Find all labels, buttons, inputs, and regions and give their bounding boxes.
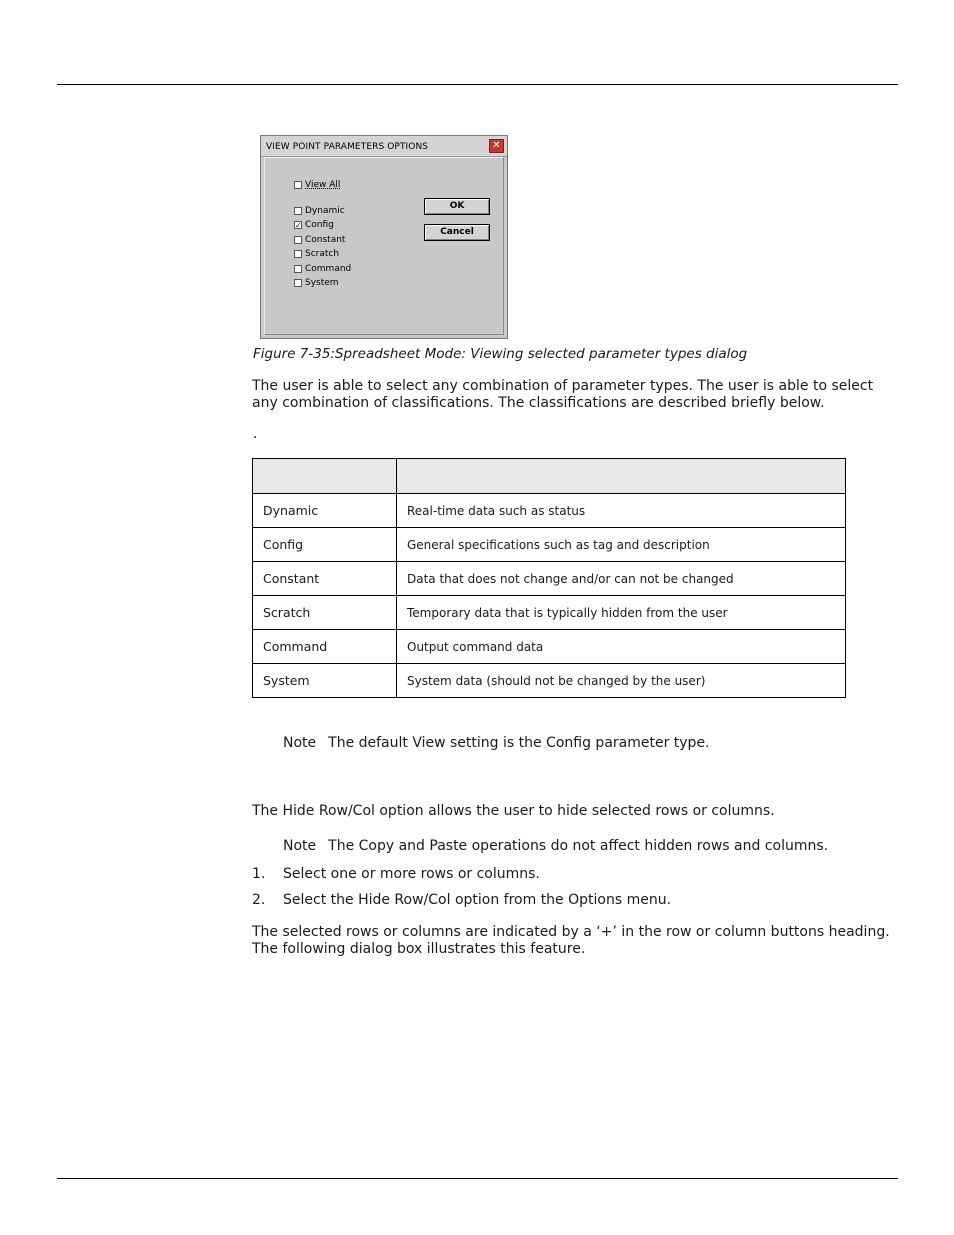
dialog-title: VIEW POINT PARAMETERS OPTIONS <box>266 142 429 152</box>
checkbox-label: Scratch <box>305 248 340 259</box>
table-row <box>253 528 846 562</box>
step-text: Select one or more rows or columns. <box>283 866 540 882</box>
table-cell-type: Dynamic <box>253 494 397 528</box>
step-number: 1. <box>252 866 266 882</box>
table-cell-type: Command <box>253 630 397 664</box>
table-row <box>253 630 846 664</box>
checkbox-scratch[interactable] <box>294 248 339 259</box>
figure-caption: Figure 7-35:Spreadsheet Mode: Viewing selected parameter types dialog <box>253 346 748 362</box>
parameter-types-table <box>252 458 846 698</box>
step-text: Select the Hide Row/Col option from the Options menu. <box>283 892 672 908</box>
view-all-checkbox[interactable] <box>294 179 340 190</box>
checkbox-constant[interactable] <box>294 234 345 245</box>
ok-button[interactable]: OK <box>424 198 490 215</box>
checkbox-box[interactable] <box>294 181 302 189</box>
table-cell-type: Scratch <box>253 596 397 630</box>
checkbox-label: View All <box>305 179 341 190</box>
table-row <box>253 664 846 698</box>
table-cell-description: Output command data <box>397 630 846 664</box>
footer-rule <box>57 1178 898 1179</box>
table-cell-type: System <box>253 664 397 698</box>
cancel-button[interactable]: Cancel <box>424 224 490 241</box>
table-header-cell <box>397 459 846 494</box>
checkbox-label: Dynamic <box>305 205 345 216</box>
checkbox-box[interactable] <box>294 250 302 258</box>
step-1 <box>252 866 540 882</box>
intro-paragraph: The user is able to select any combination of parameter types. The user is able to select any combination of classifications. The classifications are described briefly below. <box>252 378 874 411</box>
table-cell-description: General specifications such as tag and description <box>397 528 846 562</box>
note-text: The default View setting is the Config parameter type. <box>328 735 710 751</box>
closing-paragraph: The selected rows or columns are indicated by a ‘+’ in the row or column buttons heading. The following dialog box illustrates this feature. <box>252 924 890 957</box>
table-row <box>253 562 846 596</box>
checkbox-label: Command <box>305 263 352 274</box>
hide-rowcol-paragraph: The Hide Row/Col option allows the user to hide selected rows or columns. <box>252 803 775 819</box>
table-row <box>253 494 846 528</box>
table-cell-description: Real-time data such as status <box>397 494 846 528</box>
table-cell-type: Constant <box>253 562 397 596</box>
table-header-row <box>253 459 846 494</box>
table-header-cell <box>253 459 397 494</box>
table-cell-description: System data (should not be changed by the user) <box>397 664 846 698</box>
note-copy-paste <box>283 838 828 854</box>
stray-period: . <box>253 426 258 442</box>
table-cell-description: Temporary data that is typically hidden from the user <box>397 596 846 630</box>
table-cell-type: Config <box>253 528 397 562</box>
note-default-view <box>283 735 710 751</box>
step-number: 2. <box>252 892 266 908</box>
checkbox-box[interactable] <box>294 207 302 215</box>
note-text: The Copy and Paste operations do not affect hidden rows and columns. <box>328 838 829 854</box>
checkbox-box[interactable] <box>294 279 302 287</box>
checkbox-system[interactable] <box>294 277 339 288</box>
checkbox-dynamic[interactable] <box>294 205 345 216</box>
checkbox-label: Config <box>305 219 334 230</box>
close-icon[interactable]: ✕ <box>489 139 504 153</box>
checkbox-command[interactable] <box>294 263 351 274</box>
checkbox-config[interactable] <box>294 219 334 230</box>
table-row <box>253 596 846 630</box>
step-2 <box>252 892 671 908</box>
checkmark-icon[interactable]: ✓ <box>295 220 302 230</box>
table-cell-description: Data that does not change and/or can not be changed <box>397 562 846 596</box>
header-rule <box>57 84 898 85</box>
checkbox-label: System <box>305 277 339 288</box>
dialog-titlebar <box>261 136 507 157</box>
note-label: Note <box>283 838 317 854</box>
checkbox-box[interactable] <box>294 265 302 273</box>
note-label: Note <box>283 735 317 751</box>
checkbox-box[interactable] <box>294 236 302 244</box>
checkbox-label: Constant <box>305 234 346 245</box>
view-point-parameters-dialog <box>260 135 508 339</box>
